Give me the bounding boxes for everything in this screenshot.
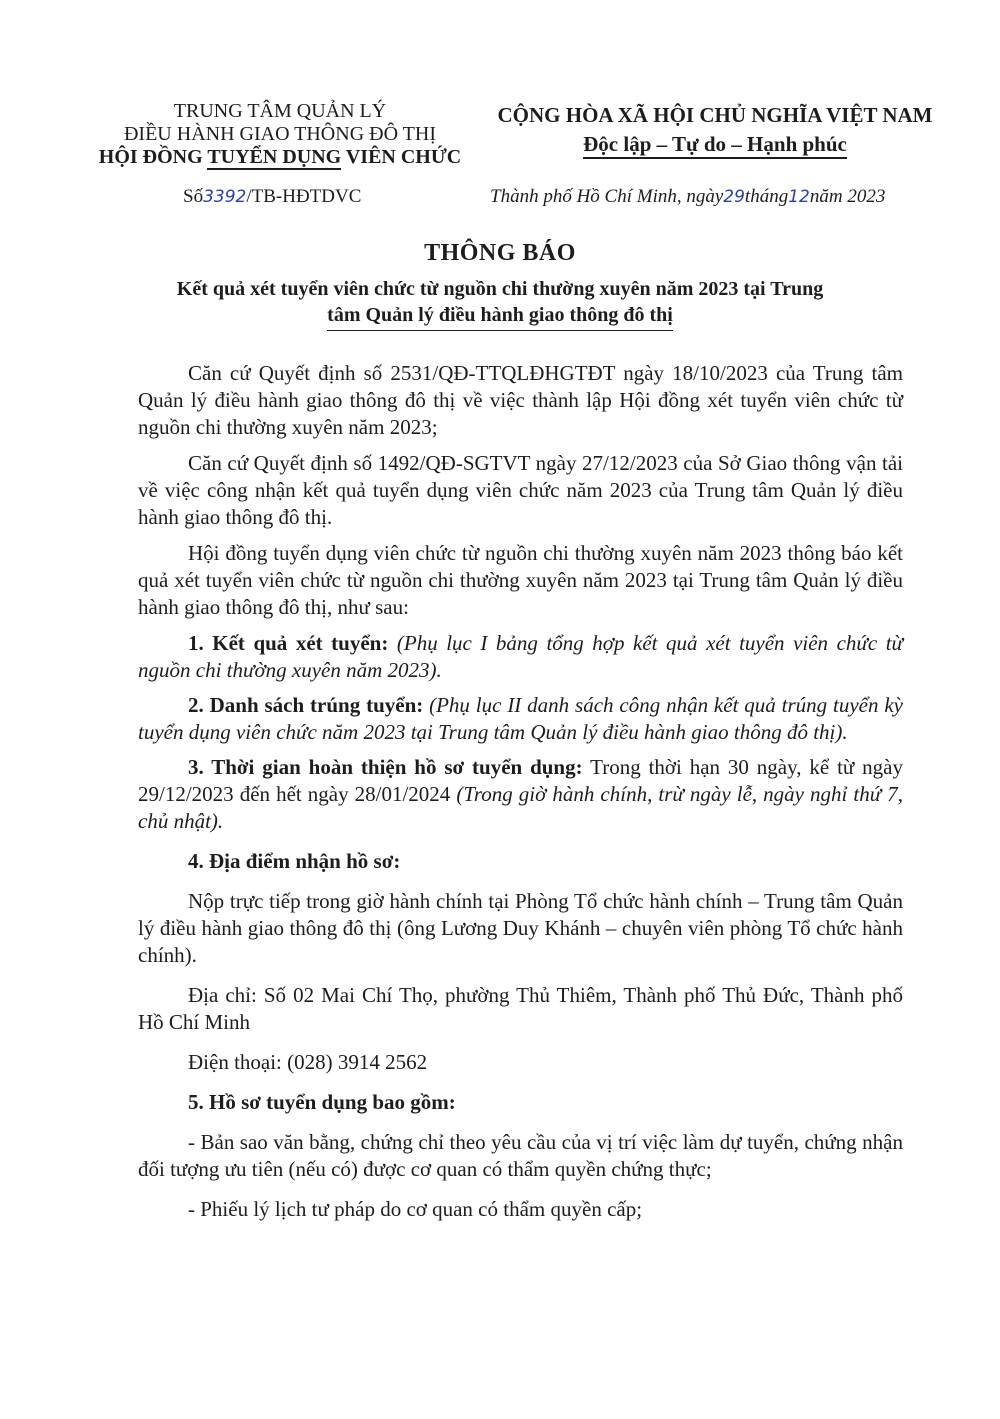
motto: Độc lập – Tự do – Hạnh phúc	[583, 132, 847, 159]
item-5-heading: 5. Hồ sơ tuyển dụng bao gồm:	[188, 1090, 456, 1114]
org-line-2: ĐIỀU HÀNH GIAO THÔNG ĐÔ THỊ	[123, 123, 436, 145]
item-1-text: (Phụ lục I bảng tổng hợp kết quả xét tuyển viên chức từ nguồn chi thường xuyên năm 2023).	[138, 631, 903, 682]
so-prefix: Số	[183, 186, 204, 207]
item-2-text: (Phụ lục II danh sách công nhận kết quả trúng tuyển kỳ tuyển dụng viên chức năm 2023 tại Trung tâm Quản lý điều hành giao thông đô thị).	[138, 693, 903, 744]
paragraph-announcement: Hội đồng tuyển dụng viên chức từ nguồn chi thường xuyên năm 2023 thông báo kết quả xét tuyển viên chức từ nguồn chi thường xuyên năm 2023 tại Trung tâm Quản lý điều hành giao thông đô thị, như sau:	[138, 541, 903, 619]
org-line-3	[70, 146, 490, 169]
org-line-3-underlined: TUYỂN DỤNG	[207, 146, 342, 168]
item-1-heading: 1. Kết quả xét tuyển:	[188, 631, 389, 655]
item-3-text: Trong thời hạn 30 ngày, kể từ ngày 29/12/2023 đến hết ngày 28/01/2024	[138, 755, 903, 806]
item-5-bullet-1: - Bản sao văn bằng, chứng chỉ theo yêu cầu của vị trí việc làm dự tuyển, chứng nhận đối tượng ưu tiên (nếu có) được cơ quan có thẩm quyền chứng thực;	[138, 1130, 903, 1181]
org-line-3-post: VIÊN CHỨC	[341, 146, 462, 168]
date-line	[490, 186, 885, 208]
so-suffix: /TB-HĐTDVC	[246, 186, 362, 207]
item-4-submission: Nộp trực tiếp trong giờ hành chính tại Phòng Tổ chức hành chính – Trung tâm Quản lý điều hành giao thông đô thị (ông Lương Duy Khánh – chuyên viên phòng Tổ chức hành chính).	[138, 889, 903, 967]
country-name: CỘNG HÒA XÃ HỘI CHỦ NGHĨA VIỆT NAM	[497, 103, 933, 127]
document-subtitle	[95, 276, 905, 331]
paragraph-legal-basis-2: Căn cứ Quyết định số 1492/QĐ-SGTVT ngày 27/12/2023 của Sở Giao thông vận tải về việc công nhận kết quả tuyển dụng viên chức năm 2023 của Trung tâm Quản lý điều hành giao thông đô thị.	[138, 451, 903, 529]
date-mid: tháng	[744, 186, 789, 207]
date-prefix: Thành phố Hồ Chí Minh, ngày	[490, 186, 724, 207]
paragraph-legal-basis-1: Căn cứ Quyết định số 2531/QĐ-TTQLĐHGTĐT ngày 18/10/2023 của Trung tâm Quản lý điều hành giao thông đô thị về việc thành lập Hội đồng xét tuyển viên chức từ nguồn chi thường xuyên năm 2023;	[138, 361, 903, 439]
item-2-heading: 2. Danh sách trúng tuyển:	[188, 693, 424, 717]
document-body	[138, 360, 903, 1232]
item-3-note: (Trong giờ hành chính, trừ ngày lễ, ngày nghỉ thứ 7, chủ nhật).	[138, 782, 904, 833]
document-title: THÔNG BÁO	[424, 240, 576, 266]
item-2	[138, 692, 903, 746]
item-4-heading: 4. Địa điểm nhận hồ sơ:	[188, 849, 401, 873]
so-number-handwritten: 3392	[203, 187, 247, 207]
date-month-handwritten: 12	[788, 187, 810, 207]
item-4-address: Địa chỉ: Số 02 Mai Chí Thọ, phường Thủ Thiêm, Thành phố Thủ Đức, Thành phố Hồ Chí Minh	[138, 983, 903, 1034]
org-line-3-pre: HỘI ĐỒNG	[98, 146, 208, 168]
national-heading	[470, 101, 960, 159]
date-suffix: năm 2023	[809, 186, 886, 207]
item-3	[138, 754, 903, 835]
org-line-1: TRUNG TÂM QUẢN LÝ	[173, 100, 387, 122]
subtitle-line-1: Kết quả xét tuyển viên chức từ nguồn chi thường xuyên năm 2023 tại Trung	[176, 278, 824, 300]
item-1	[138, 630, 903, 684]
item-4-phone: Điện thoại: (028) 3914 2562	[188, 1050, 428, 1074]
date-day-handwritten: 29	[723, 187, 745, 207]
item-3-heading: 3. Thời gian hoàn thiện hồ sơ tuyển dụng:	[188, 755, 583, 779]
document-number	[183, 186, 361, 208]
issuing-organization	[70, 100, 490, 169]
item-5-bullet-2: - Phiếu lý lịch tư pháp do cơ quan có thẩm quyền cấp;	[188, 1197, 643, 1221]
subtitle-line-2: tâm Quản lý điều hành giao thông đô thị	[327, 302, 673, 331]
